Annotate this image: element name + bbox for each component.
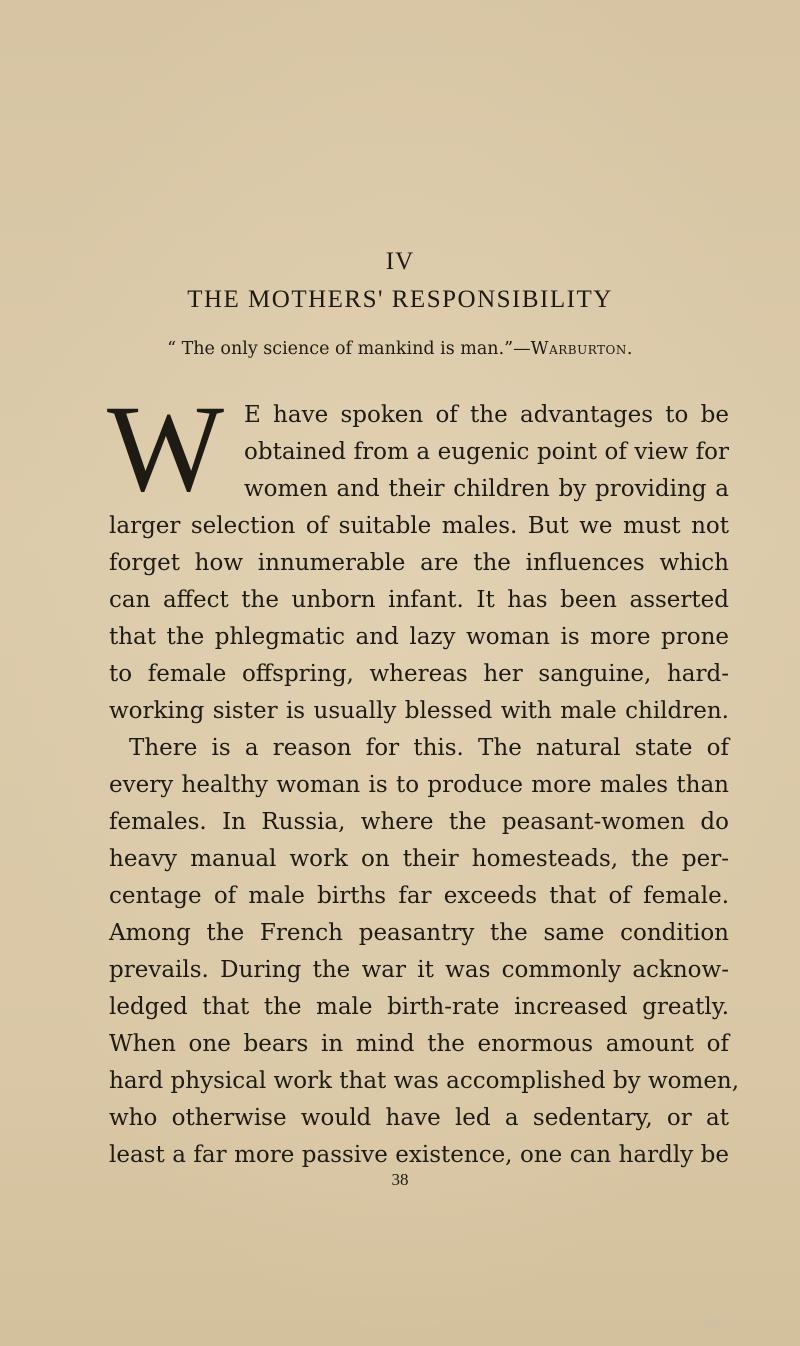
epigraph [0,339,800,359]
text-line: females. In Russia, where the peasant-women do [109,809,729,835]
text-line: working sister is usually blessed with male children. [109,698,729,724]
chapter-number: IV [385,248,415,275]
text-line: obtained from a eugenic point of view for [244,439,729,465]
text-line: ledged that the male birth-rate increased greatly. [109,994,729,1020]
text-line: women and their children by providing a [244,476,729,502]
page-number: 38 [391,1170,409,1189]
text-line: who otherwise would have led a sedentary, or at [109,1105,729,1131]
epigraph-author: Warburton. [530,339,633,359]
text-line: to female offspring, whereas her sanguine, hard- [109,661,729,687]
text-line: When one bears in mind the enormous amount of [109,1031,729,1057]
text-line: heavy manual work on their homesteads, the per- [109,846,729,872]
text-line: prevails. During the war it was commonly acknow- [109,957,729,983]
text-line: that the phlegmatic and lazy woman is more prone [109,624,729,650]
paper-speck [700,1318,728,1328]
text-line: larger selection of suitable males. But we must not [109,513,729,539]
text-line: E have spoken of the advantages to be [244,402,729,428]
text-line: can affect the unborn infant. It has been asserted [109,587,729,613]
text-line: forget how innumerable are the influences which [109,550,729,576]
text-line: every healthy woman is to produce more males than [109,772,729,798]
text-line: Among the French peasantry the same condition [109,920,729,946]
epigraph-quote: “ The only science of mankind is man.”— [167,339,531,359]
text-line: least a far more passive existence, one can hardly be [109,1142,729,1168]
drop-cap: W [107,380,225,517]
text-line: centage of male births far exceeds that of female. [109,883,729,909]
text-line: hard physical work that was accomplished by women, [109,1068,740,1094]
text-line: There is a reason for this. The natural state of [129,735,729,761]
chapter-title: THE MOTHERS' RESPONSIBILITY [187,286,613,313]
